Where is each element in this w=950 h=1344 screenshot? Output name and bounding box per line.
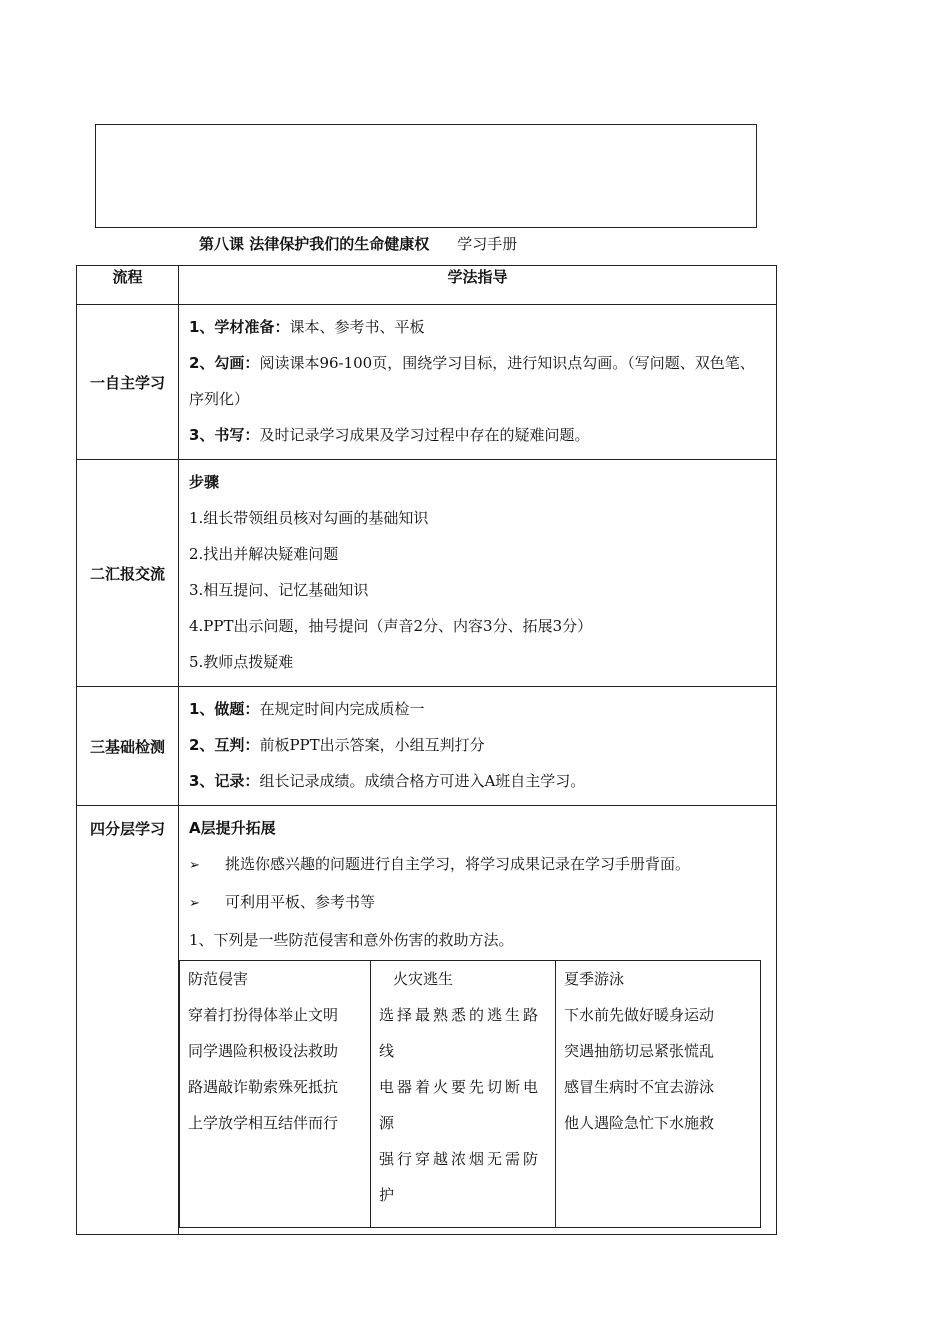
column-header: 夏季游泳 <box>564 970 625 988</box>
list-item: 3.相互提问、记忆基础知识 <box>189 581 369 599</box>
arrow-bullet-icon: ➢ <box>189 858 200 873</box>
list-item: 2.找出并解决疑难问题 <box>189 545 339 563</box>
list-item: 他人遇险急忙下水施救 <box>564 1114 715 1132</box>
row-content <box>179 687 777 806</box>
row-label: 三基础检测 <box>77 687 179 806</box>
header-process: 流程 <box>77 266 179 305</box>
list-item: 1.组长带领组员核对勾画的基础知识 <box>189 509 429 527</box>
list-item: 选择最熟悉的逃生路线 <box>379 1006 542 1060</box>
list-item: ➢ 挑选你感兴趣的问题进行自主学习，将学习成果记录在学习手册背面。 <box>189 846 766 884</box>
column-header: 防范侵害 <box>188 970 249 988</box>
lesson-title: 第八课 法律保护我们的生命健康权 <box>199 235 430 253</box>
list-item: 2、互判：前板PPT出示答案，小组互判打分 <box>189 736 485 754</box>
row-content <box>179 305 777 460</box>
list-item: 1、做题：在规定时间内完成质检一 <box>189 700 425 718</box>
row-content <box>179 806 777 1235</box>
list-item: 4.PPT出示问题，抽号提问（声音2分、内容3分、拓展3分） <box>189 617 593 635</box>
list-item: 强行穿越浓烟无需防护 <box>379 1150 542 1204</box>
list-item: 穿着打扮得体举止文明 <box>188 1006 339 1024</box>
document-title <box>199 233 517 254</box>
list-item: 5.教师点拨疑难 <box>189 653 294 671</box>
list-item: 3、书写：及时记录学习成果及学习过程中存在的疑难问题。 <box>189 426 590 444</box>
list-item: 2、勾画：阅读课本96-100页，围绕学习目标，进行知识点勾画。（写问题、双色笔、序列化） <box>189 354 755 408</box>
list-item: 1、学材准备：课本、参考书、平板 <box>189 318 425 336</box>
row-label: 二汇报交流 <box>77 460 179 687</box>
table-row <box>77 687 777 806</box>
question-text: 1、下列是一些防范侵害和意外伤害的救助方法。 <box>189 931 514 949</box>
list-item: 上学放学相互结伴而行 <box>188 1114 339 1132</box>
column-prevent-harm <box>180 961 371 1228</box>
table-row <box>77 806 777 1235</box>
row-label: 四分层学习 <box>77 806 179 1235</box>
study-guide-table <box>76 265 777 1235</box>
list-item: 突遇抽筋切忌紧张慌乱 <box>564 1042 715 1060</box>
rescue-methods-table <box>179 960 761 1228</box>
arrow-bullet-icon: ➢ <box>189 896 200 911</box>
section-heading: 步骤 <box>189 473 220 491</box>
list-item: 电器着火要先切断电源 <box>379 1078 542 1132</box>
row-label: 一自主学习 <box>77 305 179 460</box>
header-blank-box <box>95 124 757 228</box>
list-item: 3、记录：组长记录成绩。成绩合格方可进入A班自主学习。 <box>189 772 586 790</box>
table-row <box>180 961 761 1228</box>
table-row <box>77 305 777 460</box>
table-header-row <box>77 266 777 305</box>
column-summer-swimming <box>556 961 761 1228</box>
column-header: 火灾逃生 <box>393 970 454 988</box>
list-item: 下水前先做好暖身运动 <box>564 1006 715 1024</box>
list-item: 感冒生病时不宜去游泳 <box>564 1078 715 1096</box>
section-heading: A层提升拓展 <box>189 819 276 837</box>
list-item: 同学遇险积极设法救助 <box>188 1042 339 1060</box>
list-item: ➢ 可利用平板、参考书等 <box>189 884 766 922</box>
row-content <box>179 460 777 687</box>
header-guidance: 学法指导 <box>179 266 777 305</box>
column-fire-escape <box>371 961 556 1228</box>
table-row <box>77 460 777 687</box>
list-item: 路遇敲诈勒索殊死抵抗 <box>188 1078 339 1096</box>
handbook-label: 学习手册 <box>457 235 518 253</box>
